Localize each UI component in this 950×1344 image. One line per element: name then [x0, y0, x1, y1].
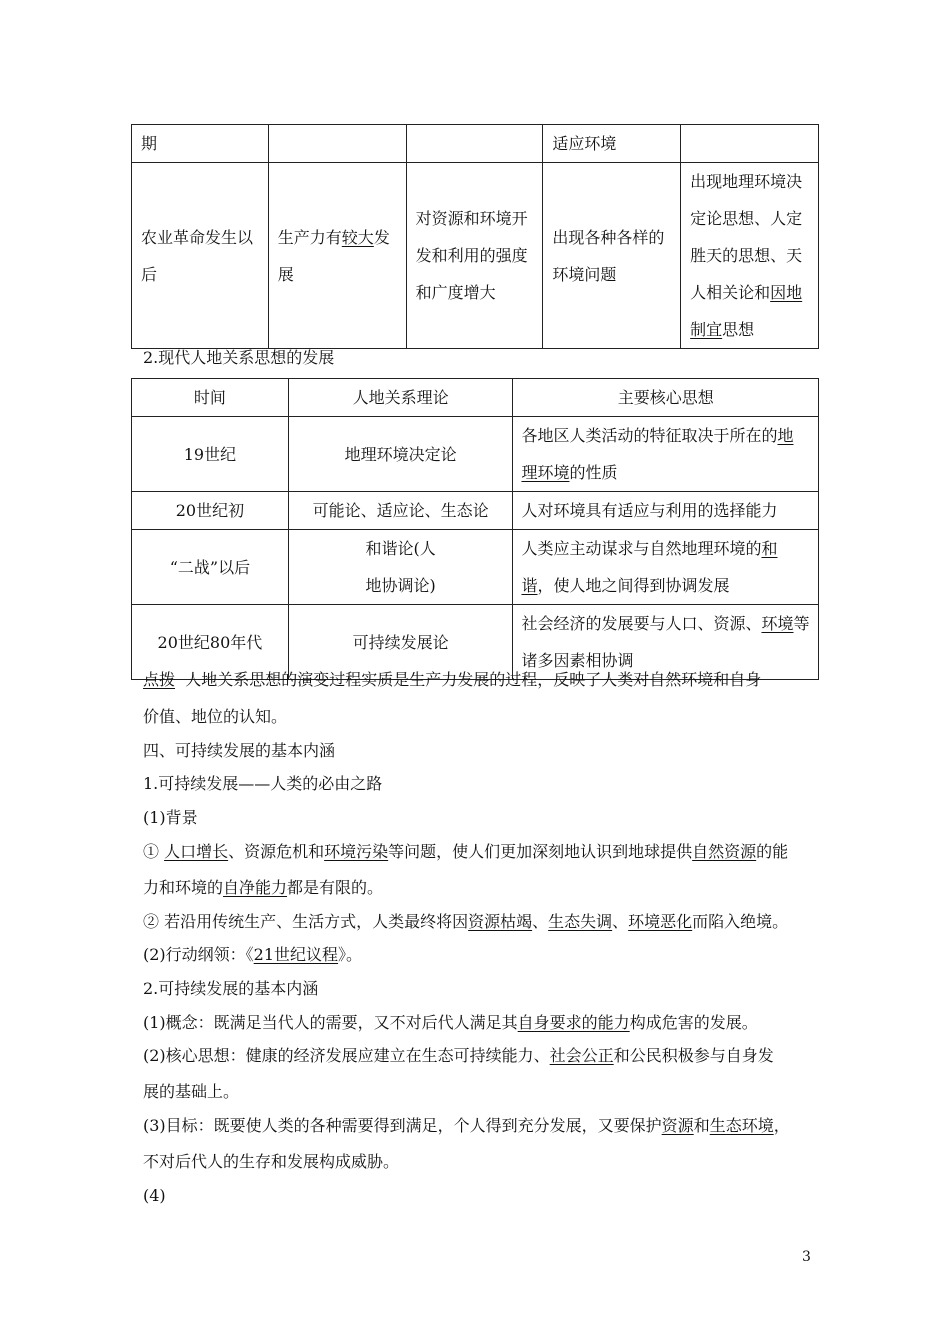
item-text: (1)概念：既满足当代人的需要，又不对后代人满足其 — [143, 1013, 518, 1032]
cell-text: 等 — [793, 614, 810, 633]
table-cell — [681, 163, 819, 349]
blank-answer: 较大 — [341, 227, 374, 247]
blank-answer: 社会公正 — [549, 1046, 614, 1065]
table-cell — [406, 163, 543, 349]
background-item-2 — [143, 912, 788, 932]
blank-answer: 地 — [777, 426, 794, 445]
goal-item — [143, 1116, 790, 1136]
cell-text: 胜天的思想、天 — [690, 246, 803, 265]
item-text: 、 — [612, 912, 629, 931]
table-cell — [513, 530, 819, 605]
tip-text: 人地关系思想的演变过程实质是生产力发展的过程，反映了人类对自然环境和自身 — [175, 670, 762, 689]
blank-answer: 资源 — [661, 1116, 694, 1135]
table-cell — [132, 163, 269, 349]
item-text: 和 — [693, 1116, 710, 1135]
table-cell: 19世纪 — [132, 417, 289, 492]
blank-answer: 自净能力 — [223, 878, 288, 897]
cell-text: 社会经济的发展要与人口、资源、 — [521, 614, 762, 633]
table-cell: 地理环境决定论 — [288, 417, 513, 492]
table-cell: “二战”以后 — [132, 530, 289, 605]
section-heading: 四、可持续发展的基本内涵 — [143, 741, 336, 760]
tip-paragraph-cont: 价值、地位的认知。 — [143, 707, 288, 726]
table-row — [132, 492, 819, 530]
blank-answer: 人口增长 — [164, 842, 229, 861]
blank-answer: 谐 — [521, 576, 538, 595]
column-header: 时间 — [132, 379, 289, 417]
core-idea-item — [143, 1046, 774, 1066]
background-item-1-cont — [143, 878, 383, 898]
blank-answer: 因地 — [770, 283, 803, 302]
blank-answer: 环境恶化 — [628, 912, 693, 931]
table-cell — [268, 125, 406, 163]
blank-answer: 21世纪议程 — [253, 945, 339, 964]
action-program — [143, 945, 362, 965]
page-number: 3 — [802, 1249, 811, 1265]
item-text: (2)核心思想：健康的经济发展应建立在生态可持续能力、 — [143, 1046, 550, 1065]
cell-text: 出现各种各样的 — [552, 227, 665, 247]
table-cell: 适应环境 — [543, 125, 681, 163]
cell-text: 后 — [141, 264, 158, 284]
tip-paragraph — [143, 670, 761, 690]
table-row — [132, 530, 819, 605]
blank-answer: 环境 — [761, 614, 794, 633]
cell-text: 各地区人类活动的特征取决于所在的 — [521, 426, 778, 445]
core-idea-item-cont: 展的基础上。 — [143, 1082, 240, 1101]
item-text: 》。 — [338, 945, 363, 964]
cell-text: 环境问题 — [552, 264, 617, 284]
item-text: (2)行动纲领：《 — [143, 945, 254, 964]
table-cell — [513, 417, 819, 492]
blank-answer: 生态失调 — [548, 912, 613, 931]
table-cell: 可持续发展论 — [288, 605, 513, 680]
column-header: 主要核心思想 — [513, 379, 819, 417]
section-title: 2.现代人地关系思想的发展 — [143, 348, 335, 367]
goal-item-cont: 不对后代人的生存和发展构成威胁。 — [143, 1152, 400, 1171]
thought-development-table — [131, 378, 819, 680]
table-cell — [406, 125, 543, 163]
blank-answer: 自然资源 — [692, 842, 757, 861]
cell-text: 人类应主动谋求与自然地理环境的 — [521, 539, 762, 558]
blank-answer: 生态环境 — [709, 1116, 774, 1135]
cell-text: 定论思想、人定 — [690, 209, 803, 228]
item-text: ， — [773, 1116, 790, 1135]
cell-text: 诸多因素相协调 — [521, 651, 634, 670]
table-cell — [543, 163, 681, 349]
table-cell: 可能论、适应论、生态论 — [288, 492, 513, 530]
item-text: 、 — [532, 912, 549, 931]
item-text: 构成危害的发展。 — [629, 1013, 758, 1032]
blank-answer: 制宜 — [690, 320, 723, 339]
tip-label: 点拨 — [143, 670, 176, 689]
item-text: 、资源危机和 — [228, 842, 325, 861]
blank-answer: 自身要求的能力 — [517, 1013, 630, 1032]
table-cell — [268, 163, 406, 349]
item-text: 的能 — [756, 842, 789, 861]
item-text: ① — [143, 842, 165, 861]
table-cell: 期 — [132, 125, 269, 163]
table-header-row — [132, 379, 819, 417]
item-text: ② 若沿用传统生产、生活方式，人类最终将因 — [143, 912, 469, 931]
cell-text: 农业革命发生以 — [141, 227, 254, 247]
blank-answer: 理环境 — [521, 463, 570, 482]
subsection-label: (1)背景 — [143, 808, 198, 827]
cell-text: 和广度增大 — [415, 283, 496, 302]
blank-answer: 资源枯竭 — [468, 912, 533, 931]
item-text: 等问题，使人们更加深刻地认识到地球提供 — [388, 842, 693, 861]
cell-text: 展 — [277, 264, 294, 284]
cell-text: 人相关论和 — [690, 283, 771, 302]
table-cell — [681, 125, 819, 163]
item-text: 都是有限的。 — [287, 878, 384, 897]
table-row — [132, 125, 819, 163]
table-row — [132, 163, 819, 349]
item-text: (3)目标：既要使人类的各种需要得到满足，个人得到充分发展，又要保护 — [143, 1116, 662, 1135]
cell-text: 地协调论) — [365, 576, 436, 595]
table-cell — [288, 530, 513, 605]
item-text: 和公民积极参与自身发 — [613, 1046, 774, 1065]
item-4-label: (4) — [143, 1186, 166, 1205]
item-text: 力和环境的 — [143, 878, 224, 897]
agriculture-table — [131, 124, 819, 349]
cell-text: 发 — [373, 227, 390, 247]
blank-answer: 和 — [761, 539, 778, 558]
subsection-title: 1.可持续发展——人类的必由之路 — [143, 774, 383, 793]
table-row — [132, 605, 819, 680]
table-cell: 20世纪初 — [132, 492, 289, 530]
cell-text: 思想 — [722, 320, 755, 339]
cell-text: 和谐论(人 — [365, 539, 436, 558]
concept-item — [143, 1013, 758, 1033]
background-item-1 — [143, 842, 788, 862]
table-cell: 人对环境具有适应与利用的选择能力 — [513, 492, 819, 530]
column-header: 人地关系理论 — [288, 379, 513, 417]
cell-text: 发和利用的强度 — [415, 246, 528, 265]
table-cell: 20世纪80年代 — [132, 605, 289, 680]
cell-text: 的性质 — [569, 463, 618, 482]
item-text: 而陷入绝境。 — [692, 912, 789, 931]
cell-text: 生产力有 — [277, 227, 342, 247]
cell-text: 出现地理环境决 — [690, 172, 803, 191]
table-row — [132, 417, 819, 492]
cell-text: 对资源和环境开 — [415, 209, 528, 228]
cell-text: ，使人地之间得到协调发展 — [537, 576, 730, 595]
table-cell — [513, 605, 819, 680]
subsection-title: 2.可持续发展的基本内涵 — [143, 979, 319, 998]
blank-answer: 环境污染 — [324, 842, 389, 861]
